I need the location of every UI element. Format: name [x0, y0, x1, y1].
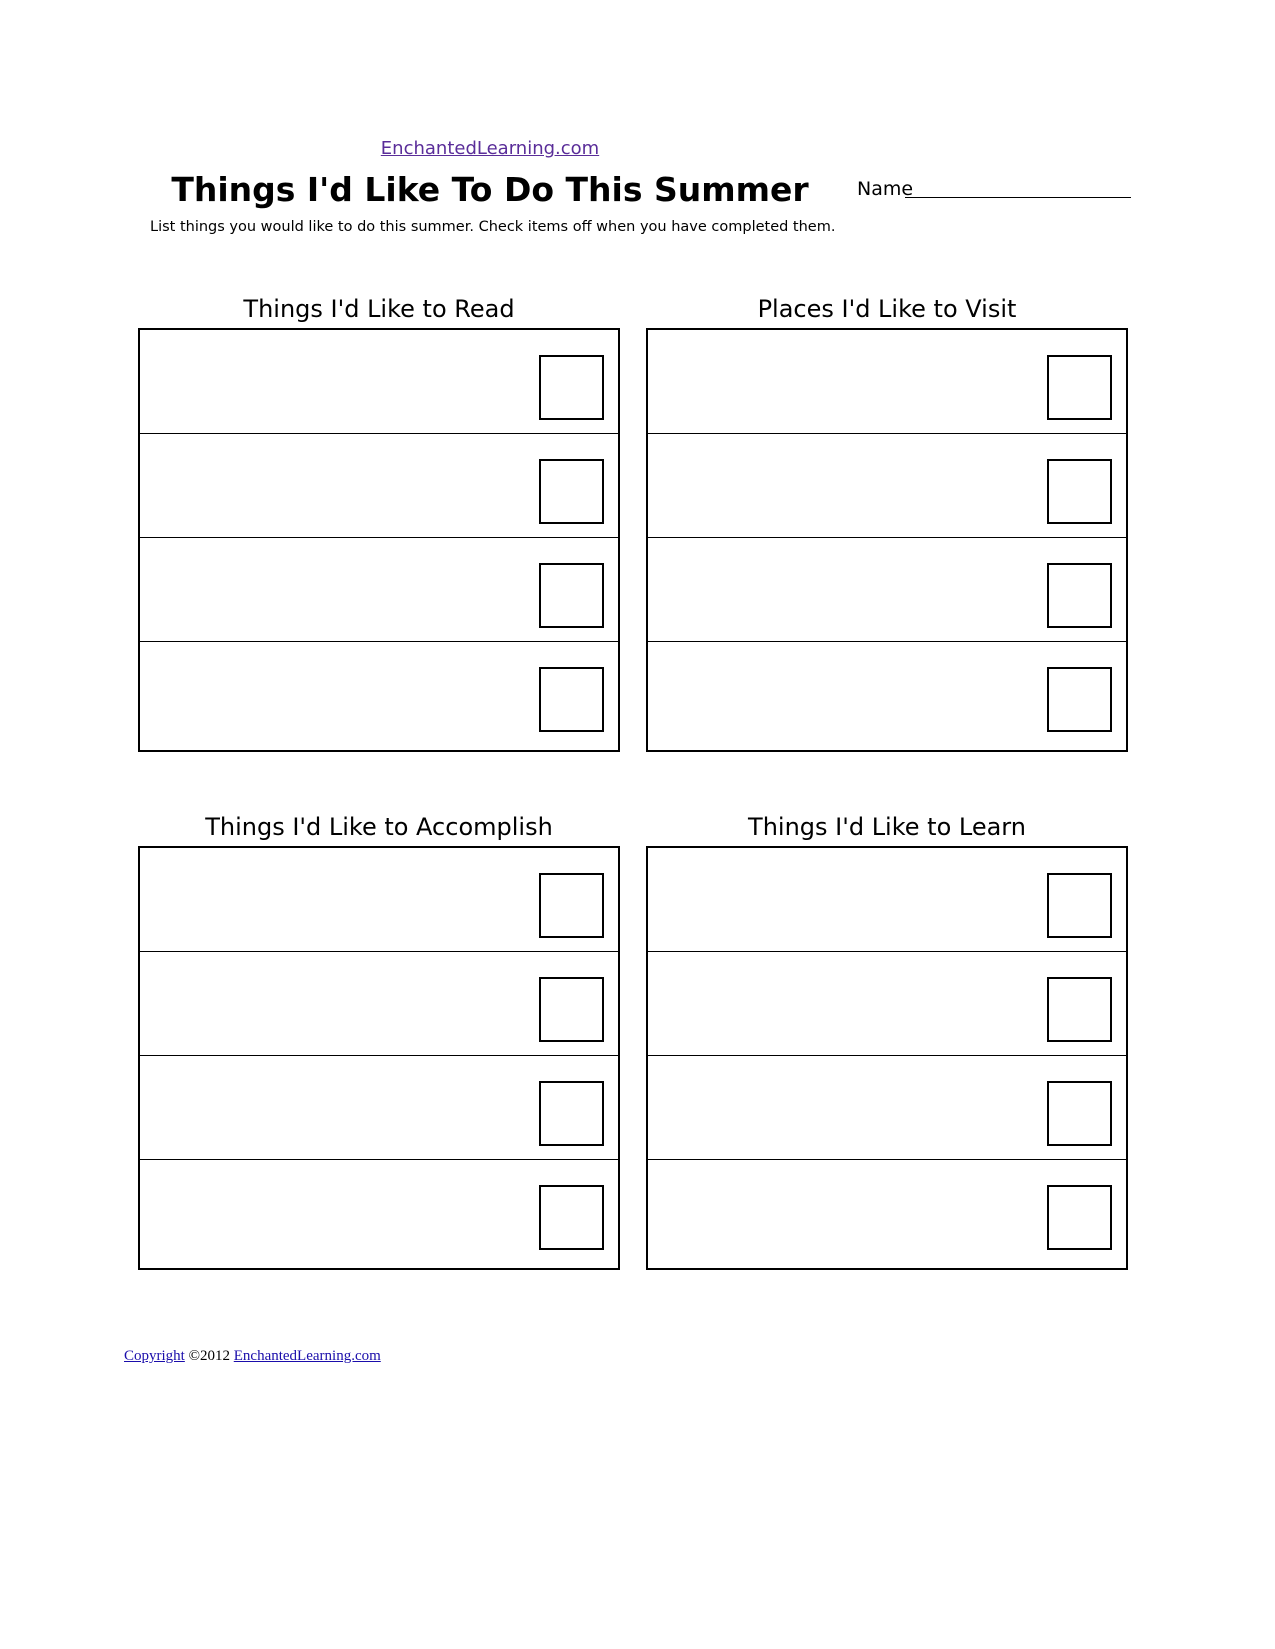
checkbox[interactable]	[1047, 977, 1112, 1042]
checkbox[interactable]	[1047, 667, 1112, 732]
checkbox[interactable]	[539, 563, 604, 628]
section-title: Places I'd Like to Visit	[757, 295, 1017, 323]
list-row[interactable]	[140, 1056, 618, 1160]
list-row[interactable]	[140, 642, 618, 746]
site-link[interactable]: EnchantedLearning.com	[380, 138, 600, 159]
section-list	[138, 846, 620, 1270]
checkbox[interactable]	[539, 667, 604, 732]
checkbox[interactable]	[1047, 355, 1112, 420]
name-label: Name	[857, 178, 914, 200]
copyright-link[interactable]: Copyright	[124, 1348, 185, 1364]
checkbox[interactable]	[539, 1185, 604, 1250]
copyright-year: ©2012	[184, 1348, 234, 1364]
list-row[interactable]	[140, 330, 618, 434]
checkbox[interactable]	[1047, 1081, 1112, 1146]
section-title: Things I'd Like to Accomplish	[205, 813, 553, 841]
list-row[interactable]	[648, 538, 1126, 642]
section-title: Things I'd Like to Learn	[748, 813, 1026, 841]
checkbox[interactable]	[539, 1081, 604, 1146]
checkbox[interactable]	[539, 459, 604, 524]
footer	[124, 1348, 381, 1365]
section-list	[138, 328, 620, 752]
list-row[interactable]	[648, 1160, 1126, 1264]
section-list	[646, 328, 1128, 752]
checkbox[interactable]	[1047, 873, 1112, 938]
checkbox[interactable]	[1047, 459, 1112, 524]
list-row[interactable]	[140, 952, 618, 1056]
list-row[interactable]	[140, 1160, 618, 1264]
checkbox[interactable]	[1047, 1185, 1112, 1250]
list-row[interactable]	[648, 642, 1126, 746]
section-title: Things I'd Like to Read	[243, 295, 515, 323]
checkbox[interactable]	[539, 977, 604, 1042]
list-row[interactable]	[648, 330, 1126, 434]
page-title: Things I'd Like To Do This Summer	[171, 170, 809, 209]
list-row[interactable]	[140, 434, 618, 538]
section-list	[646, 846, 1128, 1270]
list-row[interactable]	[648, 434, 1126, 538]
list-row[interactable]	[140, 848, 618, 952]
list-row[interactable]	[648, 952, 1126, 1056]
list-row[interactable]	[648, 1056, 1126, 1160]
footer-site-link[interactable]: EnchantedLearning.com	[233, 1348, 381, 1364]
list-row[interactable]	[140, 538, 618, 642]
checkbox[interactable]	[539, 873, 604, 938]
name-field-line[interactable]	[905, 197, 1131, 198]
checkbox[interactable]	[539, 355, 604, 420]
list-row[interactable]	[648, 848, 1126, 952]
instructions: List things you would like to do this summer. Check items off when you have completed them.	[150, 219, 836, 235]
checkbox[interactable]	[1047, 563, 1112, 628]
